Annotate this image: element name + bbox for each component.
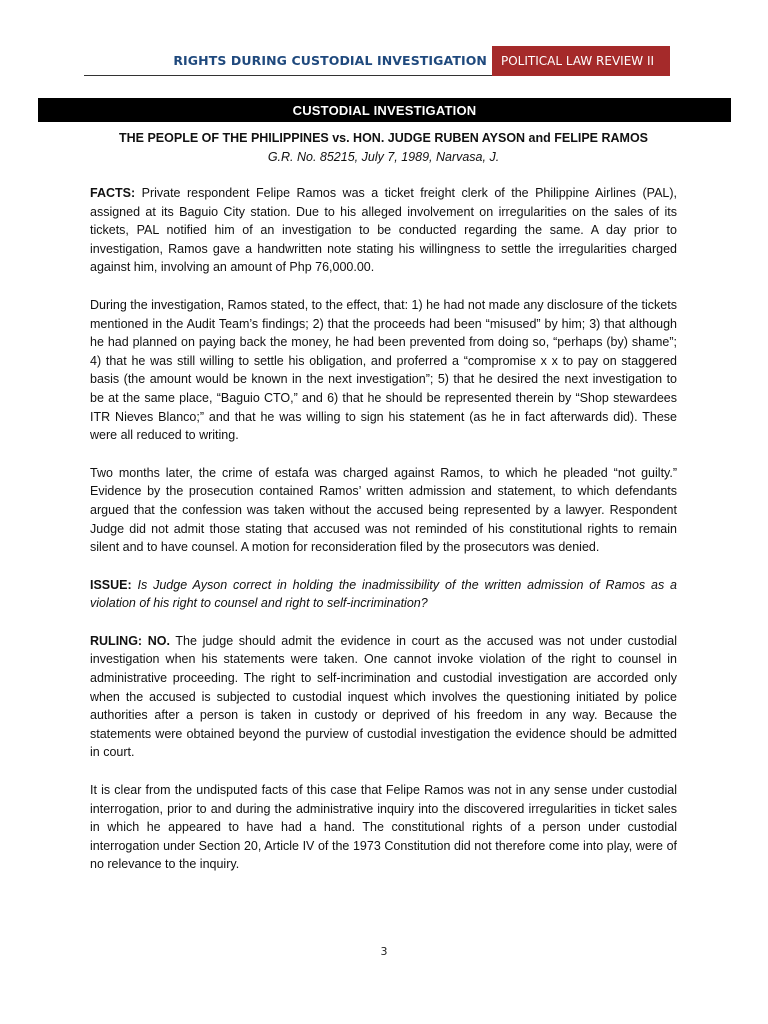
ruling-label: RULING: NO. (90, 633, 170, 648)
facts-paragraph (90, 184, 677, 277)
page-number: 3 (380, 945, 388, 958)
page-header (84, 46, 670, 76)
issue-paragraph (90, 576, 677, 613)
document-body (90, 130, 677, 874)
facts-label: FACTS: (90, 186, 136, 200)
case-title: THE PEOPLE OF THE PHILIPPINES vs. HON. JUDGE RUBEN AYSON and FELIPE RAMOS (118, 131, 649, 145)
course-badge: POLITICAL LAW REVIEW II (492, 46, 670, 76)
ruling-paragraph (90, 632, 677, 762)
facts-paragraph-3: Two months later, the crime of estafa was charged against Ramos, to which he pleaded “not guilty.” Evidence by the prosecution contained Ramos’ written admission and statement, to which defendants argued that the confession was taken without the accused being represented by a lawyer. Respondent Judge did not admit those stating that accused was not reminded of his constitutional rights to remain silent and to have counsel. A motion for reconsideration filed by the prosecutors was denied. (90, 465, 677, 555)
case-citation: G.R. No. 85215, July 7, 1989, Narvasa, J. (267, 150, 500, 164)
facts-text: Private respondent Felipe Ramos was a ticket freight clerk of the Philippine Airlines (PAL), assigned at its Baguio City station. Due to his alleged involvement on irregularities on the sales of its tickets, PAL notified him of an investigation to be conducted regarding the same. A day prior to investigation, Ramos gave a handwritten note stating his willingness to settle the irregularities charged against him, involving an amount of Php 76,000.00. (90, 186, 677, 275)
header-title: RIGHTS DURING CUSTODIAL INVESTIGATION (173, 53, 487, 68)
ruling-paragraph-2: It is clear from the undisputed facts of this case that Felipe Ramos was not in any sense under custodial interrogation, prior to and during the administrative inquiry into the discovered irregularities in ticket sales in which he appeared to have had a hand. The constitutional rights of a person under custodial interrogation under Section 20, Article IV of the 1973 Constitution did not therefore come into play, were of no relevance to the inquiry. (90, 783, 677, 872)
header-divider (84, 75, 492, 76)
facts-paragraph-2: During the investigation, Ramos stated, to the effect, that: 1) he had not made any disclosure of the tickets mentioned in the Audit Team’s findings; 2) that the proceeds had been “misused” by him; 3) that although he had planned on paying back the money, he had been prevented from doing so, “perhaps (by) shame”; 4) that he was still willing to settle his obligation, and proferred a “compromise x x to pay on staggered basis (the amount would be known in the next investigation”; 5) that he desired the next investigation to be at the same place, “Baguio CTO,” and 6) that he should be represented therein by “Shop stewardees ITR Nieves Blanco;” and that he was willing to sign his statement (as he in fact afterwards did). These were all reduced to writing. (90, 297, 677, 443)
issue-text: Is Judge Ayson correct in holding the inadmissibility of the written admission of Ramos as a violation of his right to counsel and right to self-incrimination? (90, 577, 677, 611)
issue-label: ISSUE: (90, 577, 132, 592)
ruling-text: The judge should admit the evidence in court as the accused was not under custodial investigation when his statements were taken. One cannot invoke violation of the right to counsel in administrative proceeding. The right to self-incrimination and custodial investigation are accorded only when the accused is subjected to custodial inquest which involves the questioning initiated by police authorities after a person is taken in custody or deprived of his freedom in any way. Because the statements were obtained beyond the purview of custodial investigation the evidence should be admitted in court. (90, 633, 677, 760)
section-title-bar: CUSTODIAL INVESTIGATION (38, 98, 731, 122)
